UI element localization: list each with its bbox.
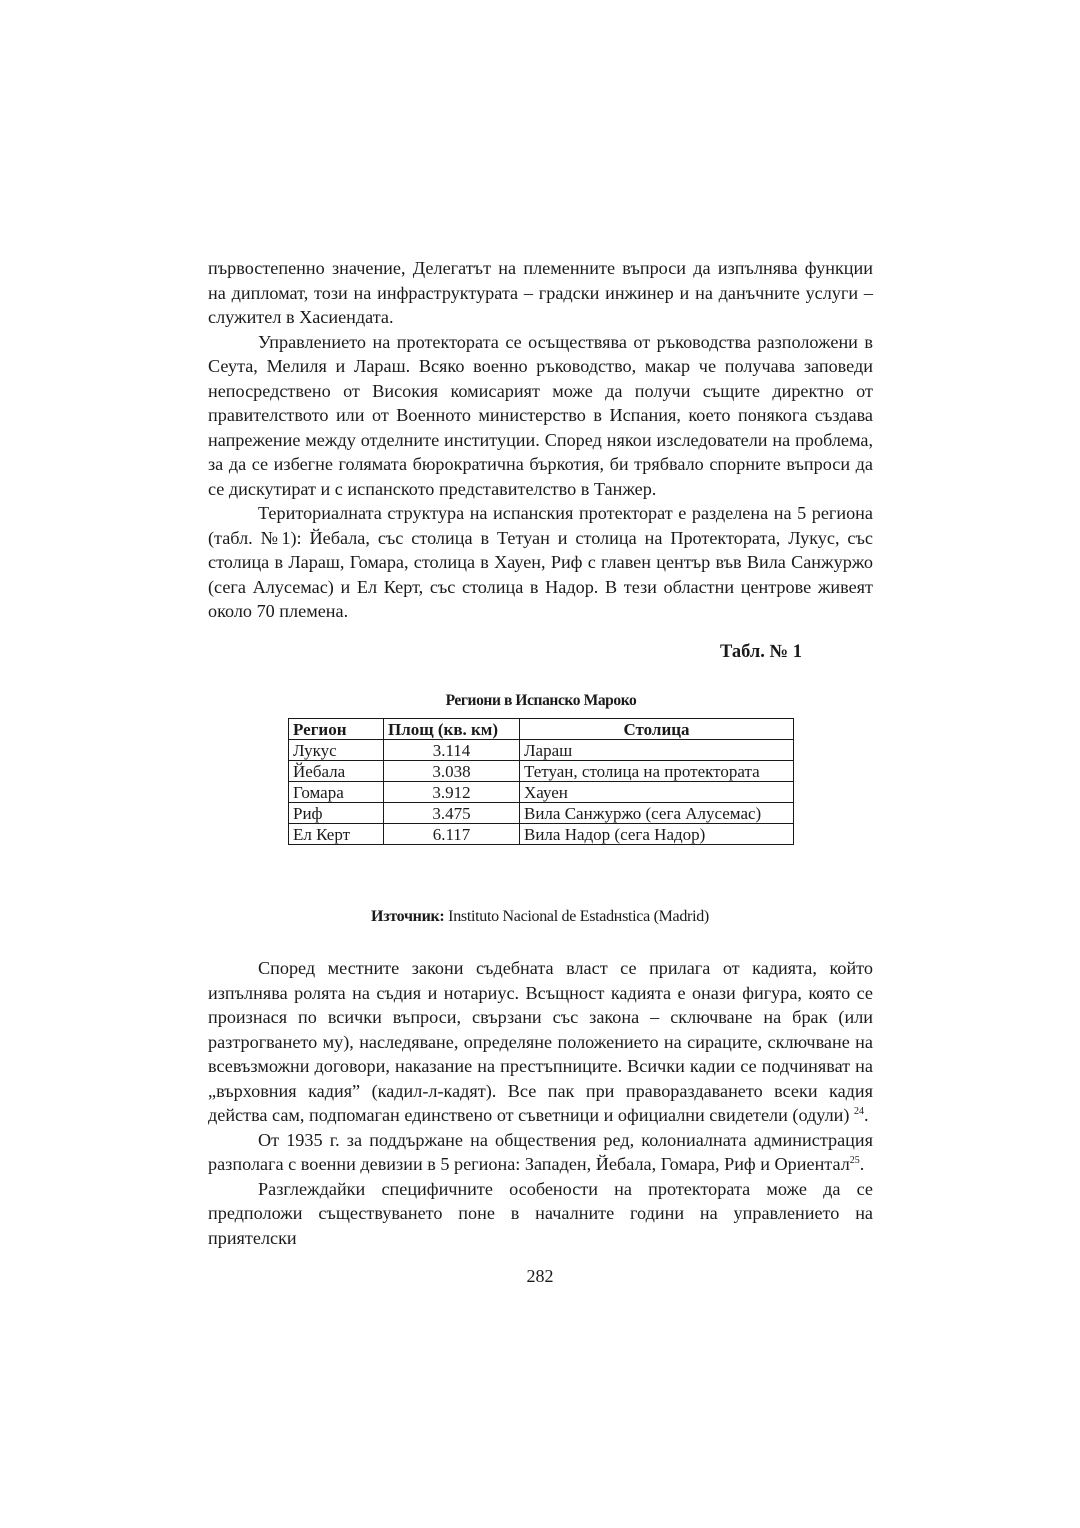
- cell-area: 3.912: [384, 782, 520, 803]
- paragraph-military-end: .: [859, 1154, 865, 1174]
- cell-region: Йебала: [289, 761, 384, 782]
- cell-capital: Лараш: [520, 740, 794, 761]
- paragraph-judicial: [208, 956, 873, 1128]
- table-row: [289, 761, 794, 782]
- cell-area: 3.114: [384, 740, 520, 761]
- table-row: [289, 782, 794, 803]
- paragraph-administration: Управлението на протектората се осъществява от ръководства разположени в Сеута, Мелиля и Лараш. Всяко военно ръководство, макар че получава заповеди непосредствено от Високия комисарият може да получи същите директно от правителството или от Военното министерство в Испания, което понякога създава напрежение между отделните институции. Според някои изследователи на проблема, за да се избегне голямата бюрократична бъркотия, би трябвало спорните въпроси да се дискутират и с испанското представителство в Танжер.: [208, 331, 873, 499]
- table-source: [0, 908, 1080, 926]
- cell-area: 3.475: [384, 803, 520, 824]
- cell-area: 3.038: [384, 761, 520, 782]
- page-number: 282: [526, 1266, 554, 1286]
- footnote-ref-24[interactable]: 24: [854, 1105, 864, 1117]
- source-text: Instituto Nacional de Estadнstica (Madrid): [448, 908, 709, 925]
- header-area: Площ (кв. км): [384, 719, 520, 740]
- table-row: [289, 824, 794, 845]
- cell-region: Ел Керт: [289, 824, 384, 845]
- table-header-row: [289, 719, 794, 740]
- paragraph-judicial-end: .: [864, 1105, 869, 1125]
- cell-area: 6.117: [384, 824, 520, 845]
- table-row: [289, 740, 794, 761]
- cell-region: Лукус: [289, 740, 384, 761]
- cell-capital: Тетуан, столица на протектората: [520, 761, 794, 782]
- cell-region: Гомара: [289, 782, 384, 803]
- header-region: Регион: [289, 719, 384, 740]
- paragraph-territorial-structure: Териториалната структура на испанския протекторат е разделена на 5 региона (табл. №1): Йебала, със столица в Тетуан и столица на Протектората, Лукус, със столица в Лараш, Гомара, столица в Хауен, Риф с главен център във Вила Санжуржо (сега Алусемас) и Ел Керт, със столица в Надор. В тези областни центрове живеят около 70 племена.: [208, 503, 873, 621]
- paragraph-military: [208, 1128, 873, 1177]
- text-block-bottom: [208, 956, 873, 1250]
- cell-capital: Хауен: [520, 782, 794, 803]
- cell-capital: Вила Надор (сега Надор): [520, 824, 794, 845]
- table-number-label: Табл. № 1: [719, 642, 802, 662]
- paragraph-judicial-text: Според местните закони съдебната власт се прилага от кадията, който изпълнява ролята на съдия и нотариус. Всъщност кадията е онази фигура, която се произнася по всички въпроси, свързани със закона – сключване на брак (или разтрогването му), наследяване, определяне положението на сираците, сключване на всевъзможни договори, наказание на престъпниците. Всички кадии се подчиняват на „върховния кадия” (кадил-л-кадят). Все пак при правораздаването всеки кадия действа сам, подпомаган единствено от съветници и официални свидетели (одули): [208, 958, 873, 1125]
- paragraph-continuation: първостепенно значение, Делегатът на племенните въпроси да изпълнява функции на дипломат, този на инфраструктурата – градски инжинер и на данъчните услуги – служител в Хасиендата.: [208, 258, 873, 327]
- table-row: [289, 803, 794, 824]
- text-block-top: [208, 256, 873, 624]
- table-caption: Региони в Испанско Мароко: [445, 692, 637, 709]
- cell-region: Риф: [289, 803, 384, 824]
- paragraph-military-text: От 1935 г. за поддържане на обществения ред, колониалната администрация разполага с военни девизии в 5 региона: Западен, Йебала, Гомара, Риф и Ориентал: [208, 1129, 873, 1174]
- regions-table: [288, 718, 794, 845]
- source-label: Източник:: [371, 908, 445, 925]
- footnote-ref-25[interactable]: 25: [849, 1154, 860, 1166]
- paragraph-specifics: Разглеждайки специфичните особености на протектората може да се предположи съществуването поне в началните години на управлението на приятелски: [208, 1178, 873, 1248]
- header-capital: Столица: [520, 719, 794, 740]
- cell-capital: Вила Санжуржо (сега Алусемас): [520, 803, 794, 824]
